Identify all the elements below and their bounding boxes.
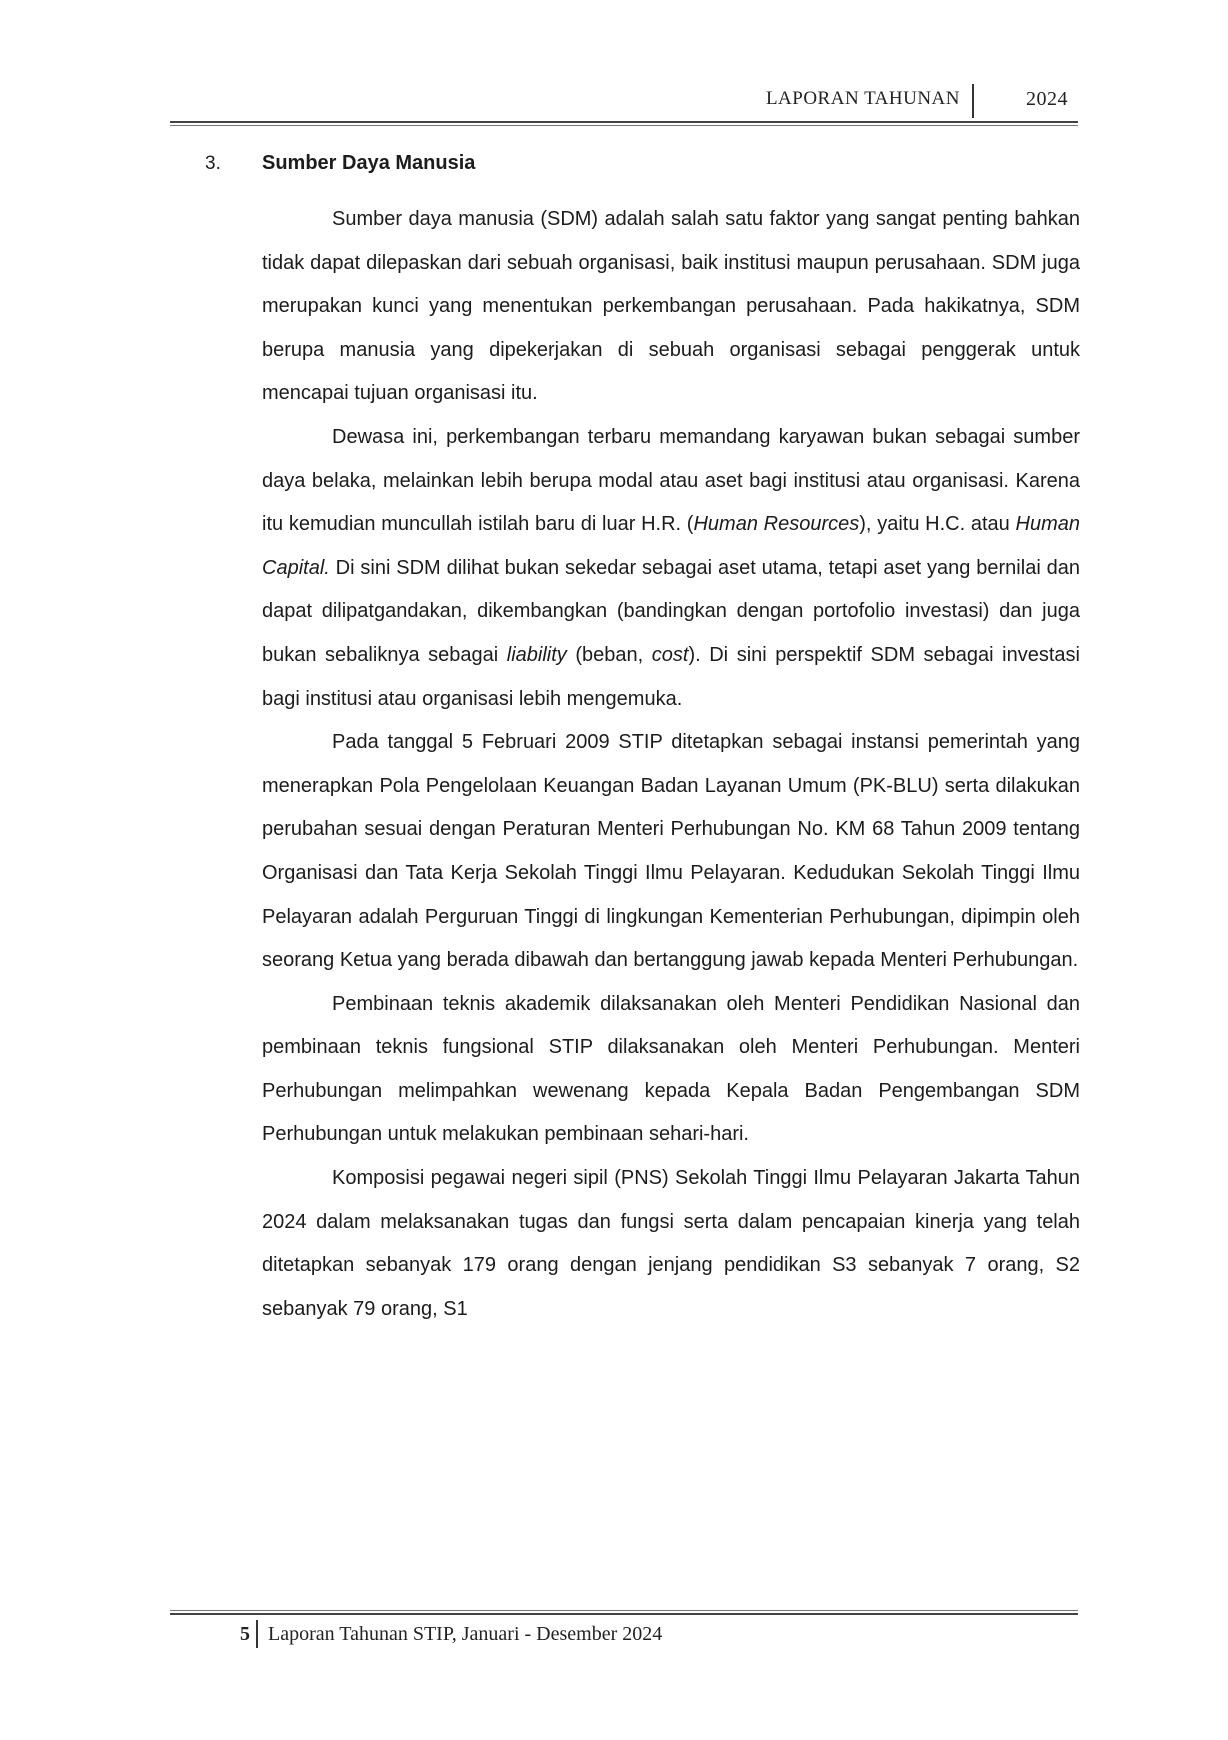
- paragraph: [262, 198, 1080, 416]
- paragraph-text: Komposisi pegawai negeri sipil (PNS) Sekolah Tinggi Ilmu Pelayaran Jakarta Tahun 2024 dalam melaksanakan tugas dan fungsi serta dalam pencapaian kinerja yang telah ditetapkan sebanyak 179 orang dengan jenjang pendidikan S3 sebanyak 7 orang, S2 sebanyak 79 orang, S1: [262, 1167, 1080, 1320]
- paragraph: [262, 983, 1080, 1157]
- paragraph: [262, 721, 1080, 983]
- page-content: [205, 152, 1080, 1331]
- italic-text: Human Capital.: [262, 513, 1080, 579]
- section-title: Sumber Daya Manusia: [262, 152, 476, 174]
- paragraph-text: ), yaitu H.C. atau: [859, 513, 1016, 536]
- paragraph-text: (beban,: [566, 643, 652, 666]
- footer-page-number: 5: [240, 1622, 250, 1645]
- page-header: [170, 84, 1078, 120]
- paragraph-text: Pada tanggal 5 Februari 2009 STIP ditetapkan sebagai instansi pemerintah yang menerapkan Pola Pengelolaan Keuangan Badan Layanan Umum (PK-BLU) serta dilakukan perubahan sesuai dengan Peraturan Menteri Perhubungan No. KM 68 Tahun 2009 tentang Organisasi dan Tata Kerja Sekolah Tinggi Ilmu Pelayaran. Kedudukan Sekolah Tinggi Ilmu Pelayaran adalah Perguruan Tinggi di lingkungan Kementerian Perhubungan, dipimpin oleh seorang Ketua yang berada dibawah dan bertanggung jawab kepada Menteri Perhubungan.: [262, 731, 1080, 972]
- paragraph-text: Dewasa ini, perkembangan terbaru memandang karyawan bukan sebagai sumber daya belaka, melainkan lebih berupa modal atau aset bagi institusi atau organisasi. Karena itu kemudian muncullah istilah baru di luar H.R. (: [262, 425, 1080, 536]
- section-heading: [205, 152, 1080, 188]
- footer-separator: [256, 1620, 258, 1648]
- paragraph-text: ). Di sini perspektif SDM sebagai investasi bagi institusi atau organisasi lebih mengemuka.: [262, 643, 1080, 710]
- paragraph: [262, 416, 1080, 721]
- italic-text: cost: [651, 643, 689, 666]
- footer-rule: [170, 1610, 1078, 1615]
- paragraph-text: Di sini SDM dilihat bukan sekedar sebagai aset utama, tetapi aset yang bernilai dan dapat dilipatgandakan, dikembangkan (bandingkan dengan portofolio investasi) dan juga bukan sebaliknya sebagai: [262, 556, 1080, 666]
- page-footer: [240, 1619, 662, 1649]
- header-year: 2024: [1026, 88, 1068, 110]
- italic-text: liability: [506, 643, 567, 666]
- paragraph-text: Sumber daya manusia (SDM) adalah salah satu faktor yang sangat penting bahkan tidak dapat dilepaskan dari sebuah organisasi, baik institusi maupun perusahaan. SDM juga merupakan kunci yang menentukan perkembangan perusahaan. Pada hakikatnya, SDM berupa manusia yang dipekerjakan di sebuah organisasi sebagai penggerak untuk mencapai tujuan organisasi itu.: [262, 208, 1080, 405]
- header-title: LAPORAN TAHUNAN: [765, 88, 960, 109]
- header-separator: [972, 84, 974, 118]
- footer-text: Laporan Tahunan STIP, Januari - Desember 2024: [268, 1622, 663, 1645]
- paragraph-text: Pembinaan teknis akademik dilaksanakan oleh Menteri Pendidikan Nasional dan pembinaan teknis fungsional STIP dilaksanakan oleh Menteri Perhubungan. Menteri Perhubungan melimpahkan wewenang kepada Kepala Badan Pengembangan SDM Perhubungan untuk melakukan pembinaan sehari-hari.: [262, 992, 1080, 1146]
- header-rule: [170, 121, 1078, 126]
- section-number: 3.: [205, 153, 221, 174]
- paragraph: [262, 1157, 1080, 1331]
- italic-text: Human Resources: [693, 513, 860, 536]
